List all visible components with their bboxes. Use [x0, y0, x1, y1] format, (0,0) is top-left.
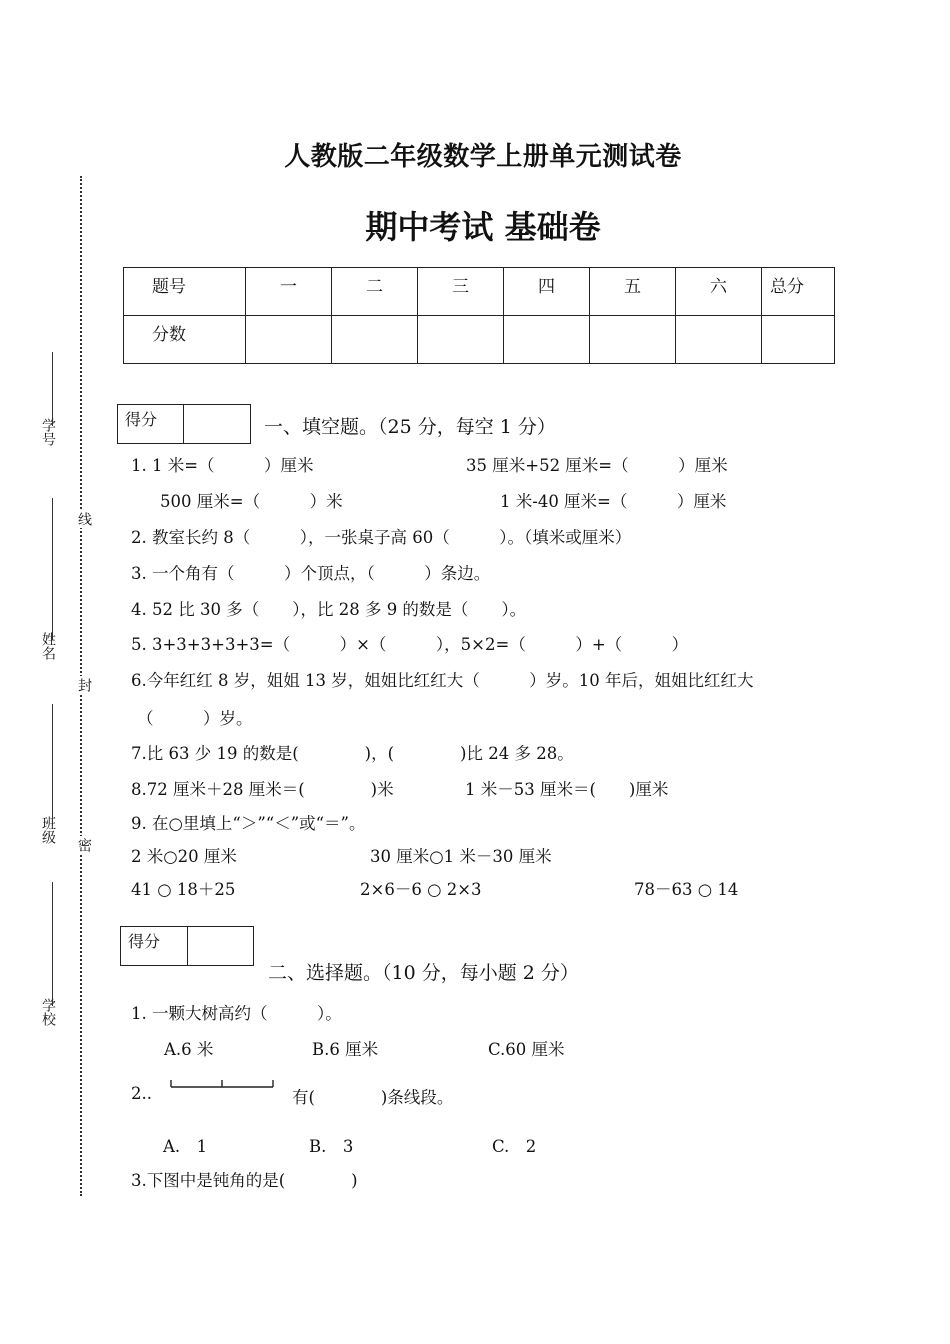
class-label: 班级: [40, 816, 56, 844]
score-table-cell: 分数: [124, 316, 246, 364]
score-table-cell: 五: [590, 268, 676, 316]
score-table-cell: 题号: [124, 268, 246, 316]
question-line: 35 厘米+52 厘米=（ ）厘米: [466, 456, 728, 475]
school-label: 学校: [40, 998, 56, 1026]
section2-heading: 二、选择题。（10 分，每小题 2 分）: [268, 962, 579, 984]
question-line: 8.72 厘米＋28 厘米＝( )米: [131, 780, 394, 799]
question-line: 9. 在○里填上“＞”“＜”或“＝”。: [131, 814, 366, 833]
score-input-cell[interactable]: [590, 316, 676, 364]
option-c: C.60 厘米: [488, 1040, 565, 1059]
name-label: 姓名: [40, 632, 56, 660]
option-a: A. 1: [163, 1137, 208, 1156]
line-marker: 线: [76, 512, 92, 526]
question-line: 6.今年红红 8 岁，姐姐 13 岁，姐姐比红红大（ ）岁。10 年后，姐姐比红红大: [131, 671, 754, 690]
question-line: 4. 52 比 30 多（ ），比 28 多 9 的数是（ ）。: [131, 600, 527, 619]
score-input-cell[interactable]: [332, 316, 418, 364]
question-line: （ ）岁。: [137, 709, 253, 728]
name-blank[interactable]: [52, 498, 53, 640]
option-c: C. 2: [492, 1137, 537, 1156]
option-a: A.6 米: [164, 1040, 214, 1059]
school-blank[interactable]: [52, 882, 53, 1006]
score-box-2: [120, 926, 254, 966]
question-line: 1 米-40 厘米=（ ）厘米: [500, 492, 727, 511]
score-table: [123, 267, 835, 364]
option-b: B. 3: [309, 1137, 354, 1156]
question-line: 30 厘米○1 米－30 厘米: [370, 847, 552, 866]
question-line: 78－63 ○ 14: [634, 880, 739, 899]
line-segment-figure: [170, 1080, 274, 1088]
score-table-cell: 一: [246, 268, 332, 316]
option-b: B.6 厘米: [312, 1040, 379, 1059]
score-input-cell[interactable]: [418, 316, 504, 364]
score-input-cell[interactable]: [504, 316, 590, 364]
question-line: 5. 3+3+3+3+3=（ ）×（ ），5×2=（ ）+（ ）: [131, 635, 689, 654]
question-line: 2×6－6 ○ 2×3: [360, 880, 482, 899]
secret-marker: 密: [76, 838, 92, 852]
page-title: 人教版二年级数学上册单元测试卷: [284, 142, 682, 172]
question-line: 41 ○ 18＋25: [131, 880, 236, 899]
question-line: 1. 1 米=（ ）厘米: [131, 456, 314, 475]
score-table-cell: 二: [332, 268, 418, 316]
question-line: 3.下图中是钝角的是( ): [131, 1171, 358, 1190]
score-input-cell[interactable]: [676, 316, 762, 364]
score-box-1: [117, 404, 251, 444]
student-id-blank[interactable]: [52, 352, 53, 426]
score-table-cell: 四: [504, 268, 590, 316]
score-table-cell: 六: [676, 268, 762, 316]
score-box-label: 得分: [121, 927, 188, 965]
section1-heading: 一、填空题。（25 分，每空 1 分）: [264, 416, 556, 438]
class-blank[interactable]: [52, 704, 53, 826]
student-id-label: 学号: [40, 418, 56, 446]
seal-marker: 封: [76, 678, 92, 692]
question-line: 1. 一颗大树高约（ ）。: [131, 1004, 342, 1023]
question-line: 3. 一个角有（ ）个顶点，（ ）条边。: [131, 564, 491, 583]
score-table-cell: 三: [418, 268, 504, 316]
score-table-header-row: [124, 268, 835, 316]
question-line: 有( )条线段。: [292, 1088, 454, 1107]
question-line: 2. 教室长约 8（ ），一张桌子高 60（ ）。（填米或厘米）: [131, 528, 632, 547]
question-line: 2..: [131, 1084, 152, 1103]
score-table-cell: 总分: [762, 268, 835, 316]
score-input-cell[interactable]: [762, 316, 835, 364]
page-subtitle: 期中考试 基础卷: [365, 208, 601, 246]
score-input-cell[interactable]: [246, 316, 332, 364]
score-table-score-row: [124, 316, 835, 364]
score-box-label: 得分: [118, 405, 184, 443]
question-line: 500 厘米=（ ）米: [160, 492, 343, 511]
question-line: 1 米－53 厘米＝( )厘米: [465, 780, 669, 799]
question-line: 7.比 63 少 19 的数是( )，( )比 24 多 28。: [131, 744, 574, 763]
question-line: 2 米○20 厘米: [131, 847, 237, 866]
